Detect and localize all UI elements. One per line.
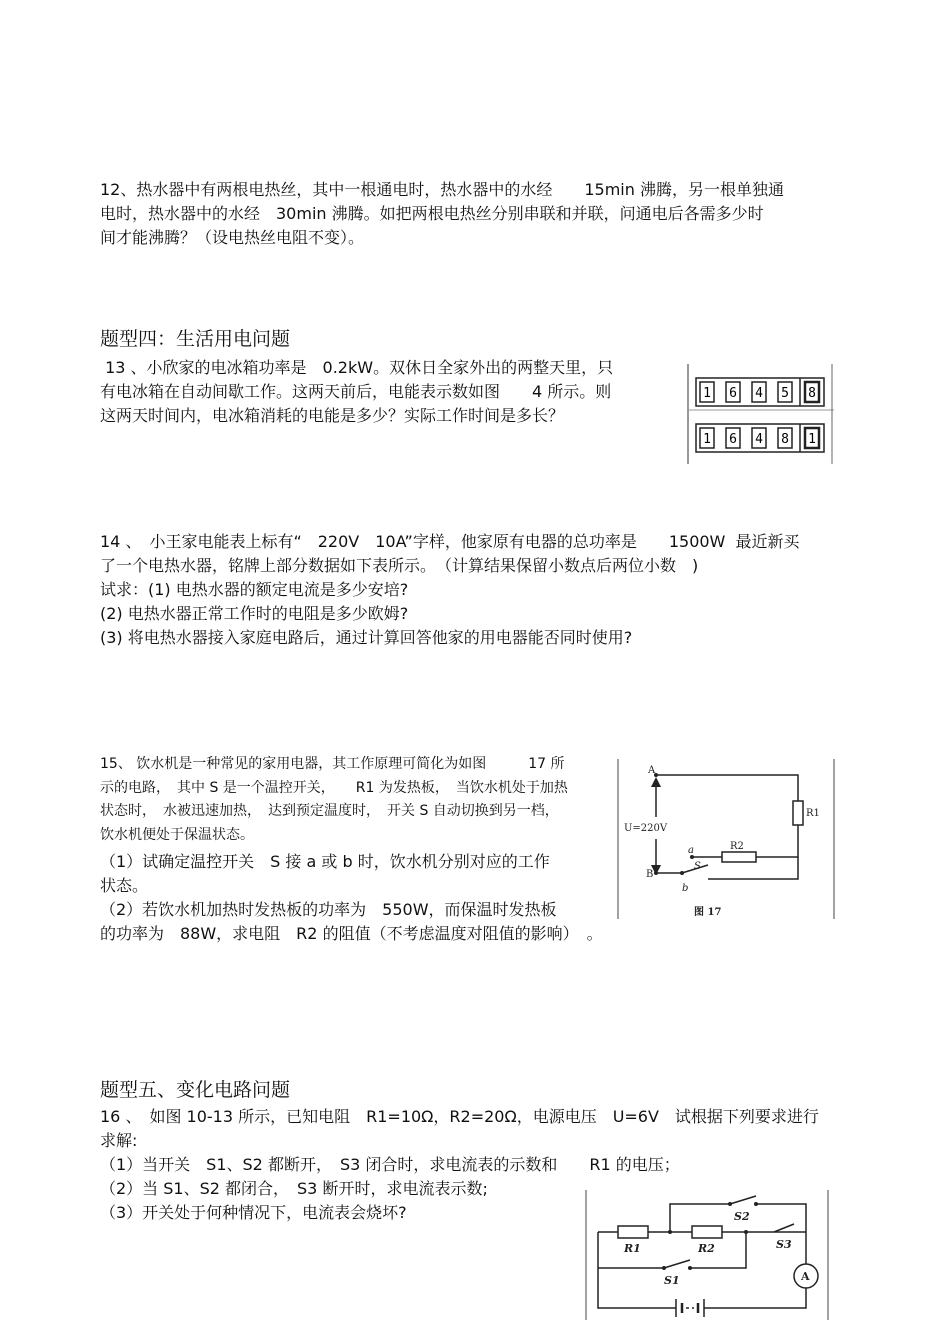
meter-bottom-digit-5: 1: [808, 432, 816, 447]
q14-line-4: (2) 电热水器正常工作时的电阻是多少欧姆?: [100, 604, 409, 623]
q15-part-2b: 的功率为 88W，求电阻 R2 的阻值（不考虑温度对阻值的影响） 。: [100, 924, 603, 943]
q15-line-4: 饮水机便处于保温状态。: [100, 826, 254, 843]
q13-line-2: 有电冰箱在自动间歇工作。这两天前后，电能表示数如图 4 所示。则: [100, 382, 612, 401]
fig1013-ammeter-label: A: [801, 1270, 810, 1283]
meter-bottom-digit-4: 8: [781, 432, 789, 447]
q12-line-1: 12、热水器中有两根电热丝，其中一根通电时，热水器中的水经 15min 沸腾，另一根单独通: [100, 180, 784, 199]
section-4-title: [100, 327, 860, 351]
figure-17-circuit: [616, 757, 836, 921]
meter-top-digit-5: 8: [808, 386, 816, 401]
figure-10-13-circuit: [584, 1188, 830, 1320]
fig17-caption: 图 17: [694, 907, 722, 918]
fig1013-s2-label: S2: [734, 1210, 750, 1223]
q16-line-4: （2）当 S1、S2 都闭合， S3 断开时，求电流表示数;: [100, 1179, 488, 1198]
question-14: [100, 530, 860, 650]
section-5-title-text: 题型五、变化电路问题: [100, 1079, 291, 1101]
fig17-a-label: a: [688, 845, 694, 856]
fig1013-s3-label: S3: [776, 1238, 792, 1251]
fig1013-r2-label: R2: [698, 1242, 715, 1255]
fig1013-r1-label: R1: [624, 1242, 641, 1255]
question-15-parts: [100, 850, 660, 946]
meter-bottom-row: [696, 424, 824, 452]
meter-top-digit-3: 4: [755, 386, 763, 401]
meter-top-digit-2: 6: [729, 386, 737, 401]
fig17-b-node-label: B: [646, 869, 654, 880]
q12-line-3: 间才能沸腾？（设电热丝电阻不变）。: [100, 228, 365, 247]
section-5-title: [100, 1078, 860, 1102]
q15-part-1a: （1）试确定温控开关 S 接 a 或 b 时，饮水机分别对应的工作: [100, 852, 550, 871]
fig1013-s1-label: S1: [664, 1274, 680, 1287]
section-4-title-text: 题型四：生活用电问题: [100, 328, 291, 350]
q13-line-1: 13 、小欣家的电冰箱功率是 0.2kW。双休日全家外出的两整天里，只: [100, 358, 614, 377]
fig17-node-a-top: A: [648, 765, 656, 776]
meter-top-row: [696, 378, 824, 406]
fig17-r1-label: R1: [806, 808, 820, 819]
question-13: [100, 356, 680, 428]
fig17-r2-label: R2: [730, 841, 744, 852]
q16-line-2: 求解:: [100, 1131, 138, 1150]
fig17-b-label: b: [682, 883, 689, 894]
q15-part-2a: （2）若饮水机加热时发热板的功率为 550W，而保温时发热板: [100, 900, 557, 919]
q13-line-3: 这两天时间内，电冰箱消耗的电能是多少？实际工作时间是多长？: [100, 406, 565, 425]
q15-line-2: 示的电路， 其中 S 是一个温控开关， R1 为发热板， 当饮水机处于加热: [100, 779, 568, 796]
meter-bottom-digit-1: 1: [703, 432, 711, 447]
q14-line-1: 14 、 小王家电能表上标有“ 220V 10A”字样，他家原有电器的总功率是 1500W 最近新买: [100, 532, 800, 551]
q15-line-1: 15、 饮水机是一种常见的家用电器，其工作原理可简化为如图 17 所: [100, 756, 565, 772]
q16-line-5: （3）开关处于何种情况下，电流表会烧坏?: [100, 1203, 407, 1222]
question-15-intro: [100, 753, 610, 847]
q12-line-2: 电时，热水器中的水经 30min 沸腾。如把两根电热丝分别串联和并联，问通电后各需多少时: [100, 204, 764, 223]
q14-line-2: 了一个电热水器，铭牌上部分数据如下表所示。 （计算结果保留小数点后两位小数 ): [100, 556, 699, 575]
fig17-voltage-label: U=220V: [624, 823, 668, 834]
meter-top-digit-1: 1: [703, 386, 711, 401]
q15-part-1b: 状态。: [100, 876, 149, 895]
meter-top-digit-4: 5: [781, 386, 789, 401]
q14-line-3: 试求：(1) 电热水器的额定电流是多少安培?: [100, 580, 409, 599]
fig17-s-label: S: [694, 861, 701, 872]
meter-bottom-digit-2: 6: [729, 432, 737, 447]
q16-line-1: 16 、 如图 10-13 所示，已知电阻 R1=10Ω，R2=20Ω，电源电压 U=6V 试根据下列要求进行: [100, 1107, 819, 1126]
q14-line-5: (3) 将电热水器接入家庭电路后，通过计算回答他家的用电器能否同时使用?: [100, 628, 633, 647]
q15-line-3: 状态时， 水被迅速加热， 达到预定温度时， 开关 S 自动切换到另一档，: [100, 803, 559, 819]
q16-line-3: （1）当开关 S1、S2 都断开， S3 闭合时，求电流表的示数和 R1 的电压；: [100, 1155, 680, 1174]
meter-figure: [686, 360, 836, 466]
meter-bottom-digit-3: 4: [755, 432, 763, 447]
question-12: [100, 178, 860, 250]
